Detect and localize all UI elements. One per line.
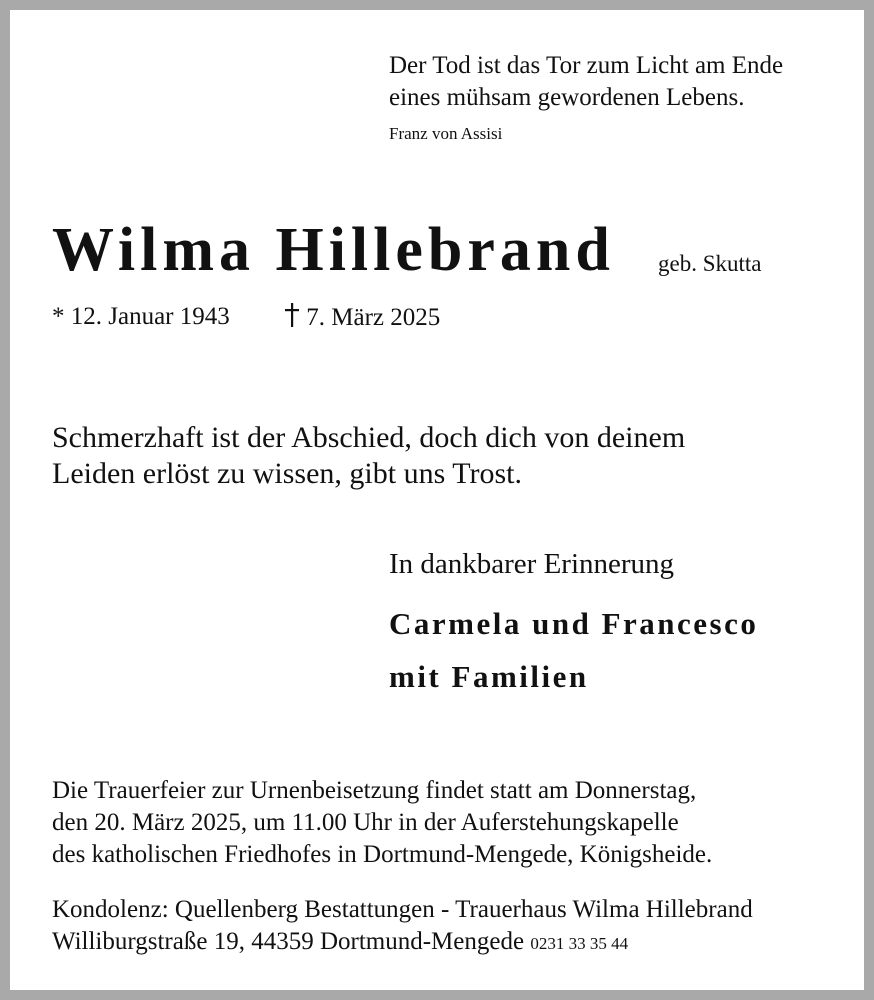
condolence-address: Williburgstraße 19, 44359 Dortmund-Mengede (52, 928, 525, 955)
family-line-2: mit Familien (389, 659, 589, 694)
birth-name: geb. Skutta (658, 251, 762, 276)
funeral-line-1: Die Trauerfeier zur Urnenbeisetzung findet statt am Donnerstag, (52, 777, 697, 804)
quote-line-2: eines mühsam gewordenen Lebens. (389, 84, 745, 111)
funeral-line-2: den 20. März 2025, um 11.00 Uhr in der Auferstehungskapelle (52, 809, 679, 836)
death-date: 7. März 2025 (306, 304, 441, 331)
funeral-line-3: des katholischen Friedhofes in Dortmund-Mengede, Königsheide. (52, 841, 713, 868)
birth-date: * 12. Januar 1943 (52, 303, 230, 330)
quote-line-1: Der Tod ist das Tor zum Licht am Ende (389, 52, 784, 79)
deceased-name: Wilma Hillebrand (52, 216, 615, 284)
quote-author: Franz von Assisi (389, 124, 503, 143)
condolence-line: Kondolenz: Quellenberg Bestattungen - Trauerhaus Wilma Hillebrand (52, 896, 753, 923)
message-line-2: Leiden erlöst zu wissen, gibt uns Trost. (52, 457, 522, 490)
signature-intro: In dankbarer Erinnerung (389, 548, 675, 580)
death-date-group (284, 303, 440, 332)
condolence-address-line (52, 926, 628, 960)
condolence-phone: 0231 33 35 44 (530, 934, 629, 953)
cross-icon (284, 303, 300, 332)
family-line-1: Carmela und Francesco (389, 606, 759, 641)
message-line-1: Schmerzhaft ist der Abschied, doch dich von deinem (52, 421, 686, 454)
